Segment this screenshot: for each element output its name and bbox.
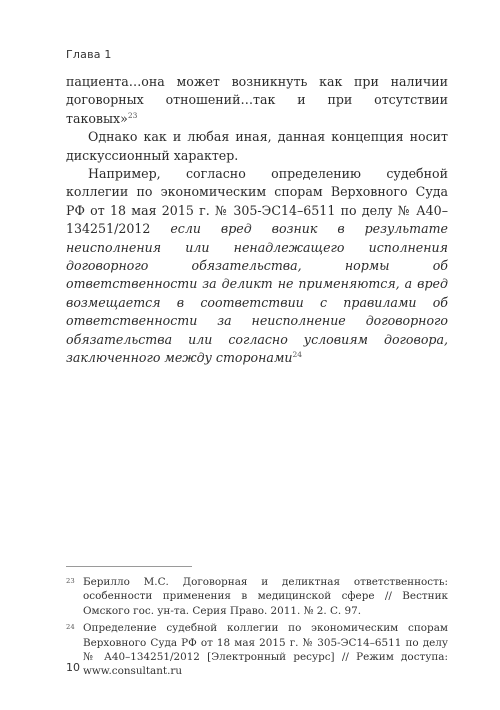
footnote (66, 621, 448, 679)
footnote (66, 575, 448, 618)
footnote-text: Определение судебной коллегии по экономическим спорам Верховного Суда РФ от 18 мая 2015 г. № 305-ЭС14–6511 по делу № А40–134251/2012 [Электронный ресурс] // Режим доступа: www.consultant.ru (83, 622, 448, 678)
paragraph-text: пациента…она может возникнуть как при наличии договорных отношений…так и при отсутствии таковых» (66, 74, 448, 126)
paragraph-continuation (66, 73, 448, 128)
running-head: Глава 1 (66, 48, 112, 61)
paragraph-lead: Например, согласно определению судебной коллегии по экономическим спорам Верховного Суда РФ от 18 мая 2015 г. № 305-ЭС14–6511 по делу № А40–134251/2012 (66, 166, 448, 237)
footnote-ref: 23 (127, 110, 138, 120)
court-quote: если вред возник в результате неисполнения или ненадлежащего исполнения договорного обязательства, нормы об ответственности за деликт не применяются, а вред возмещается в соответствии с правилами об ответственности за неисполнение договорного обязательства или согласно условиям договора, заключенного между сторонами (66, 221, 448, 366)
page-number: 10 (66, 661, 80, 674)
footnote-ref: 24 (292, 350, 303, 360)
footnotes (66, 575, 448, 682)
paragraph-with-quote (66, 165, 448, 367)
footnote-separator (66, 566, 192, 567)
paragraph: Однако как и любая иная, данная концепция носит дискуссионный характер. (66, 129, 448, 163)
footnote-number: 24 (66, 623, 75, 632)
footnote-number: 23 (66, 577, 75, 585)
footnote-text: Берилло М.С. Договорная и деликтная ответственность: особенности применения в медицинской сфере // Вестник Омского гос. ун-та. Серия Право. 2011. № 2. С. 97. (83, 576, 448, 617)
body-text (66, 73, 448, 368)
